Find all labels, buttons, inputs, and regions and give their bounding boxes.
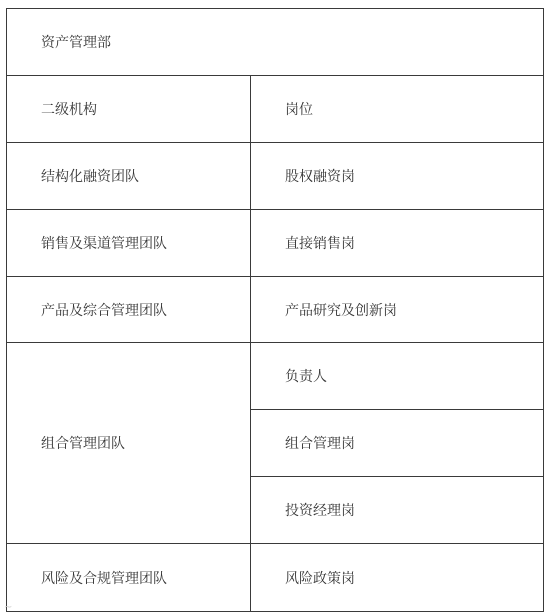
watermark: ~ — [4, 602, 14, 613]
position-cell: 产品研究及创新岗 — [251, 277, 544, 343]
team-cell: 产品及综合管理团队 — [7, 277, 251, 343]
position-cell: 风险政策岗 — [251, 544, 544, 612]
team-cell: 组合管理团队 — [7, 343, 251, 544]
team-cell: 结构化融资团队 — [7, 143, 251, 210]
department-title: 资产管理部 — [7, 9, 544, 76]
position-cell: 负责人 — [251, 343, 544, 410]
team-cell: 风险及合规管理团队 — [7, 544, 251, 612]
position-cell: 投资经理岗 — [251, 477, 544, 544]
position-cell: 组合管理岗 — [251, 410, 544, 477]
position-cell: 直接销售岗 — [251, 210, 544, 277]
team-cell: 销售及渠道管理团队 — [7, 210, 251, 277]
org-structure-table — [6, 8, 544, 612]
position-cell: 股权融资岗 — [251, 143, 544, 210]
header-secondary-unit: 二级机构 — [7, 76, 251, 143]
header-position: 岗位 — [251, 76, 544, 143]
